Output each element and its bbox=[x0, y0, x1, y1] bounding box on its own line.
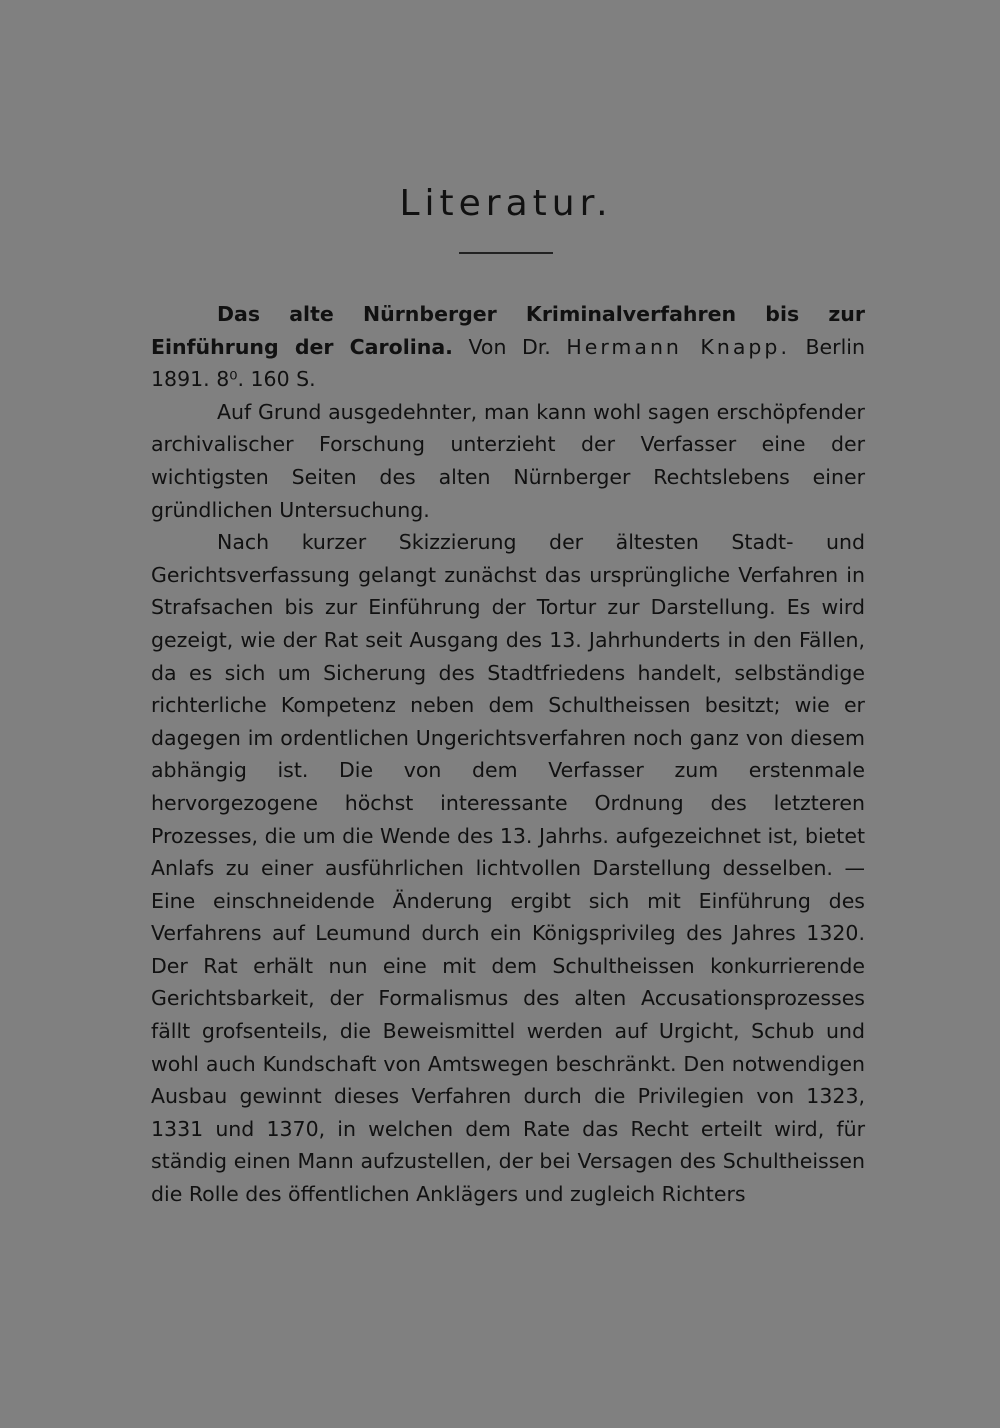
review-citation bbox=[151, 298, 865, 396]
publication-info: Berlin 1891. 8⁰. 160 S. bbox=[151, 334, 865, 392]
title-divider bbox=[459, 252, 553, 254]
review-paragraph-1: Auf Grund ausgedehnter, man kann wohl sagen erschöpfender archivalischer Forschung unterzieht der Verfasser eine der wichtigsten Seiten des alten Nürnberger Rechtslebens einer gründlichen Untersuchung. bbox=[151, 399, 865, 522]
review-body bbox=[151, 298, 865, 1211]
author-prefix: Von Dr. bbox=[468, 334, 551, 359]
book-title: Das alte Nürnberger Kriminalverfahren bis zur Einführung der Carolina. bbox=[151, 302, 865, 359]
author-name: Hermann Knapp. bbox=[566, 334, 790, 359]
page-title: Literatur. bbox=[399, 183, 613, 224]
review-paragraph-2: Nach kurzer Skizzierung der ältesten Stadt- und Gerichtsverfassung gelangt zunächst das ursprüngliche Verfahren in Strafsachen bis zur Einführung der Tortur zur Darstellung. Es wird gezeigt, wie der Rat seit Ausgang des 13. Jahrhunderts in den Fällen, da es sich um Sicherung des Stadtfriedens handelt, selbständige richterliche Kompetenz neben dem Schultheissen besitzt; wie er dagegen im ordentlichen Ungerichtsverfahren noch ganz von diesem abhängig ist. Die von dem Verfasser zum erstenmale hervorgezogene höchst interessante Ordnung des letzteren Prozesses, die um die Wende des 13. Jahrhs. aufgezeichnet ist, bietet Anlafs zu einer ausführlichen lichtvollen Darstellung desselben. — Eine einschneidende Änderung ergibt sich mit Einführung des Verfahrens auf Leumund durch ein Königsprivileg des Jahres 1320. Der Rat erhält nun eine mit dem Schultheissen konkurrierende Gerichtsbarkeit, der Formalismus des alten Accusationsprozesses fällt grofsenteils, die Beweismittel werden auf Urgicht, Schub und wohl auch Kundschaft von Amtswegen beschränkt. Den notwendigen Ausbau gewinnt dieses Verfahren durch die Privilegien von 1323, 1331 und 1370, in welchen dem Rate das Recht erteilt wird, für ständig einen Mann aufzustellen, der bei Versagen des Schultheissen die Rolle des öffentlichen Anklägers und zugleich Richters bbox=[151, 530, 865, 1207]
